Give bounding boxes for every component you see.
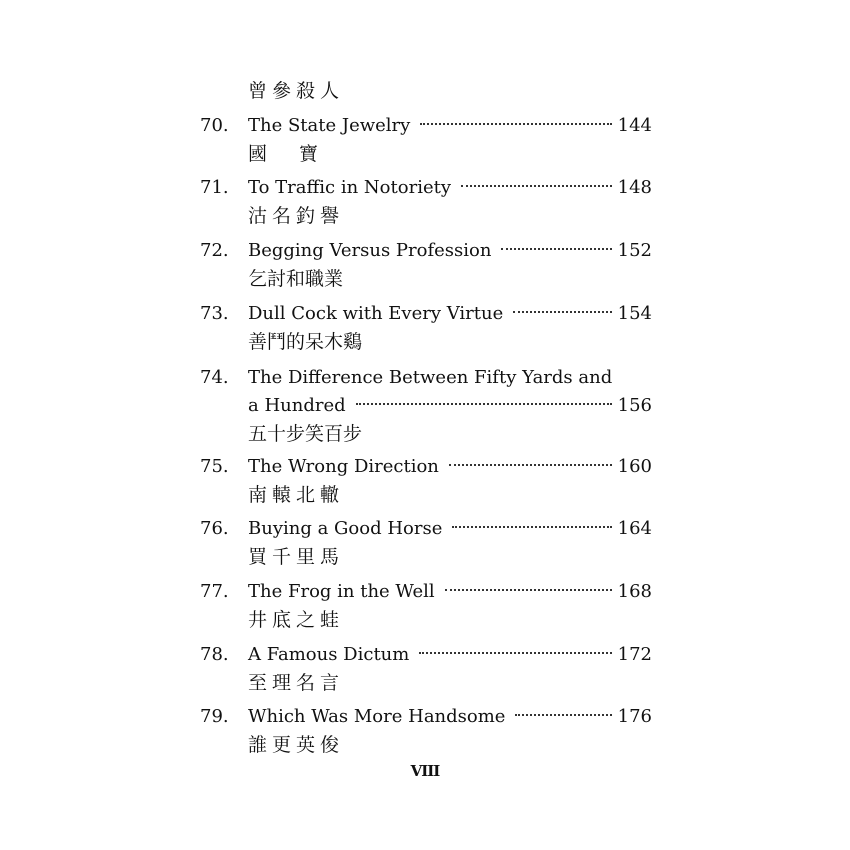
entry-number: 72. [200, 240, 229, 261]
entry-chinese-title: 井底之蛙 [248, 609, 345, 631]
entry-chinese-title: 至理名言 [248, 672, 345, 694]
entry-number: 77. [200, 581, 229, 602]
toc-entry-71 [200, 174, 652, 230]
entry-number: 71. [200, 177, 229, 198]
toc-entry-line [200, 112, 652, 140]
toc-entry-line [200, 515, 652, 543]
dot-leader [419, 652, 611, 654]
entry-number: 70. [200, 115, 229, 136]
entry-chinese-title: 五十步笑百步 [248, 423, 363, 445]
toc-entry-78 [200, 641, 652, 697]
toc-entry-line-continued [200, 392, 652, 420]
toc-entry-line [200, 237, 652, 265]
entry-page-number: 164 [617, 518, 652, 539]
entry-number: 74. [200, 367, 229, 388]
entry-title: Begging Versus Profession [248, 240, 492, 261]
toc-entry-line [200, 300, 652, 328]
entry-page-number: 176 [617, 706, 652, 727]
toc-entry-70 [200, 112, 652, 168]
toc-entry-74 [200, 364, 652, 448]
toc-entry-line [200, 641, 652, 669]
entry-chinese-title: 乞討和職業 [248, 268, 344, 290]
entry-title: The Wrong Direction [248, 456, 439, 477]
entry-title-continued: a Hundred [248, 395, 346, 416]
entry-number: 78. [200, 644, 229, 665]
toc-entry-76 [200, 515, 652, 571]
toc-entry-77 [200, 578, 652, 634]
entry-title: A Famous Dictum [248, 644, 410, 665]
toc-entry-73 [200, 300, 652, 356]
entry-title: Buying a Good Horse [248, 518, 443, 539]
entry-chinese-title: 沽名釣譽 [248, 205, 345, 227]
entry-title: The Frog in the Well [248, 581, 435, 602]
dot-leader [356, 403, 612, 405]
entry-page-number: 154 [617, 303, 652, 324]
entry-number: 75. [200, 456, 229, 477]
entry-number: 76. [200, 518, 229, 539]
entry-chinese-title: 誰更英俊 [248, 734, 345, 756]
dot-leader [515, 714, 611, 716]
toc-entry-line [200, 578, 652, 606]
entry-title: Dull Cock with Every Virtue [248, 303, 504, 324]
entry-page-number: 156 [617, 395, 652, 416]
dot-leader [445, 589, 612, 591]
entry-chinese-title: 南轅北轍 [248, 484, 345, 506]
entry-title: The State Jewelry [248, 115, 411, 136]
entry-page-number: 160 [617, 456, 652, 477]
dot-leader [452, 526, 611, 528]
toc-entry-line [200, 703, 652, 731]
entry-chinese-title: 國寶 [248, 143, 351, 165]
entry-page-number: 172 [617, 644, 652, 665]
entry-title: The Difference Between Fifty Yards and [248, 367, 613, 388]
entry-title: Which Was More Handsome [248, 706, 506, 727]
dot-leader [501, 248, 611, 250]
toc-entry-line [200, 364, 652, 392]
dot-leader [449, 464, 612, 466]
toc-entry-75 [200, 453, 652, 509]
entry-page-number: 148 [617, 177, 652, 198]
toc-entry-line [200, 453, 652, 481]
dot-leader [513, 311, 611, 313]
continued-entry-chinese-title: 曾參殺人 [248, 80, 345, 102]
dot-leader [420, 123, 611, 125]
entry-chinese-title: 善鬥的呆木鷄 [248, 331, 363, 353]
entry-number: 73. [200, 303, 229, 324]
toc-entry-72 [200, 237, 652, 293]
entry-page-number: 152 [617, 240, 652, 261]
page-folio: VIII [410, 762, 440, 780]
dot-leader [461, 185, 612, 187]
entry-chinese-title: 買千里馬 [248, 546, 345, 568]
entry-page-number: 144 [617, 115, 652, 136]
entry-title: To Traffic in Notoriety [248, 177, 452, 198]
toc-entry-line [200, 174, 652, 202]
entry-number: 79. [200, 706, 229, 727]
entry-page-number: 168 [617, 581, 652, 602]
toc-entry-79 [200, 703, 652, 759]
